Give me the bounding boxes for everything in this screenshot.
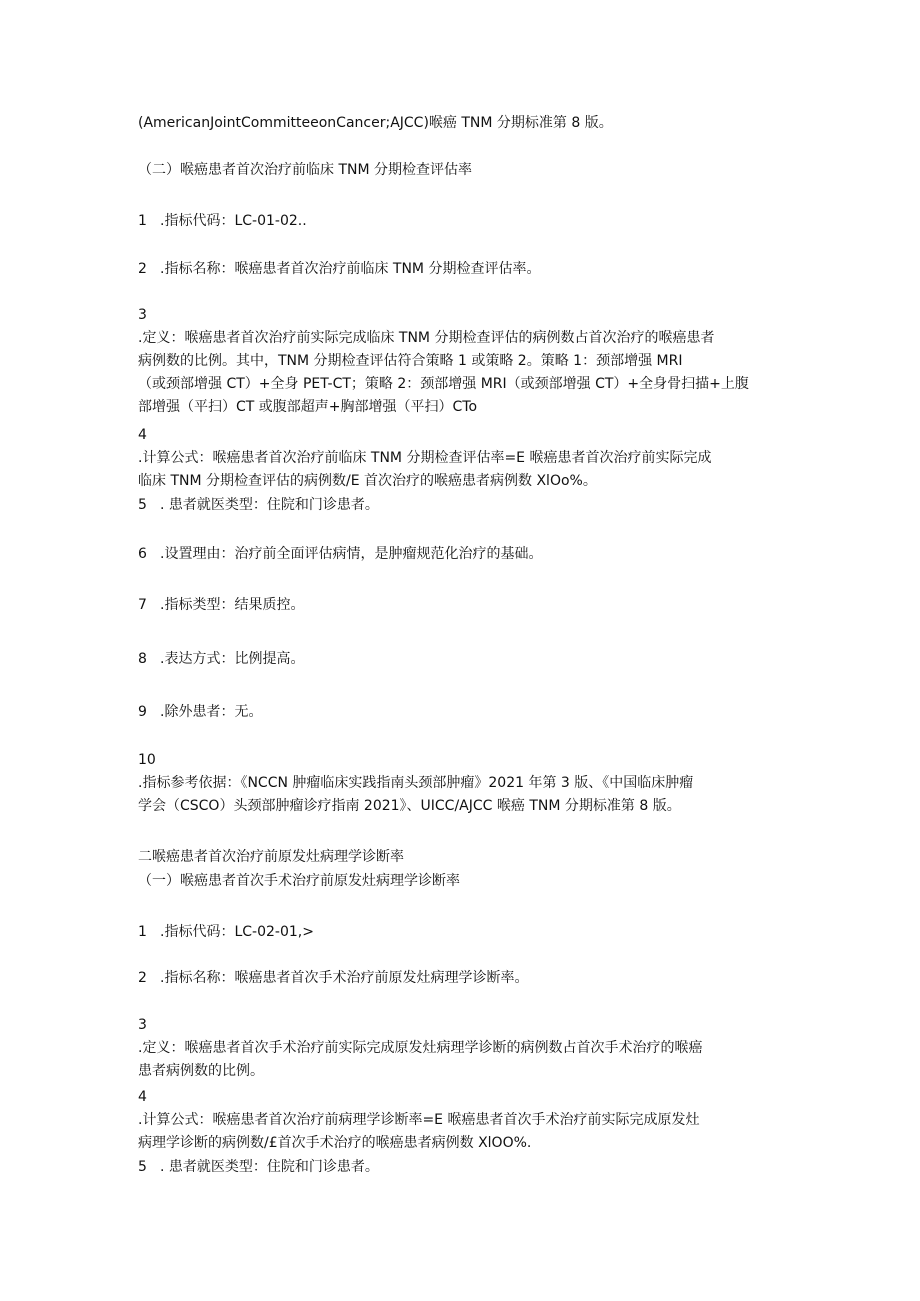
list-item: 5 . 患者就医类型：住院和门诊患者。 bbox=[138, 497, 379, 513]
list-item: 3 .定义：喉癌患者首次手术治疗前实际完成原发灶病理学诊断的病例数占首次手术治疗的喉癌 患者病例数的比例。 bbox=[138, 1017, 703, 1079]
list-item: 1 .指标代码：LC-01-02.. bbox=[138, 213, 307, 229]
list-item: 3 .定义：喉癌患者首次治疗前实际完成临床 TNM 分期检查评估的病例数占首次治疗的喉癌患者 病例数的比例。其中，TNM 分期检查评估符合策略 1 或策略 2。策略 1：颈部增强 MRI （或颈部增强 CT）+全身 PET-CT；策略 2：颈部增强 MRI（或颈部增强 CT）+全身骨扫描+上腹 部增强（平扫）CT 或腹部超声+胸部增强（平扫）CTo bbox=[138, 307, 749, 415]
list-item: 4 .计算公式：喉癌患者首次治疗前临床 TNM 分期检查评估率=E 喉癌患者首次治疗前实际完成 临床 TNM 分期检查评估的病例数/E 首次治疗的喉癌患者病例数 XlOo%。 bbox=[138, 427, 712, 489]
list-item: 6 .设置理由：治疗前全面评估病情，是肿瘤规范化治疗的基础。 bbox=[138, 546, 543, 562]
list-item: 9 .除外患者：无。 bbox=[138, 704, 263, 720]
list-item: 1 .指标代码：LC-02-01,> bbox=[138, 924, 314, 940]
list-item: 5 . 患者就医类型：住院和门诊患者。 bbox=[138, 1159, 379, 1175]
section-subheading: （二）喉癌患者首次治疗前临床 TNM 分期检查评估率 bbox=[138, 162, 473, 178]
list-item: 8 .表达方式：比例提高。 bbox=[138, 651, 305, 667]
list-item: 2 .指标名称：喉癌患者首次手术治疗前原发灶病理学诊断率。 bbox=[138, 970, 529, 986]
section-heading: 二喉癌患者首次治疗前原发灶病理学诊断率 bbox=[138, 849, 404, 865]
list-item: 4 .计算公式：喉癌患者首次治疗前病理学诊断率=E 喉癌患者首次手术治疗前实际完成原发灶 病理学诊断的病例数/£首次手术治疗的喉癌患者病例数 XlOO%. bbox=[138, 1089, 700, 1151]
list-item: 2 .指标名称：喉癌患者首次治疗前临床 TNM 分期检查评估率。 bbox=[138, 261, 541, 277]
intro-line: (AmericanJointCommitteeonCancer;AJCC)喉癌 TNM 分期标准第 8 版。 bbox=[138, 115, 613, 131]
section-subheading: （一）喉癌患者首次手术治疗前原发灶病理学诊断率 bbox=[138, 873, 460, 889]
list-item: 7 .指标类型：结果质控。 bbox=[138, 597, 305, 613]
list-item: 10 .指标参考依据：《NCCN 肿瘤临床实践指南头颈部肿瘤》2021 年第 3 版、《中国临床肿瘤 学会（CSCO）头颈部肿瘤诊疗指南 2021》、UICC/AJCC 喉癌 TNM 分期标准第 8 版。 bbox=[138, 752, 694, 814]
